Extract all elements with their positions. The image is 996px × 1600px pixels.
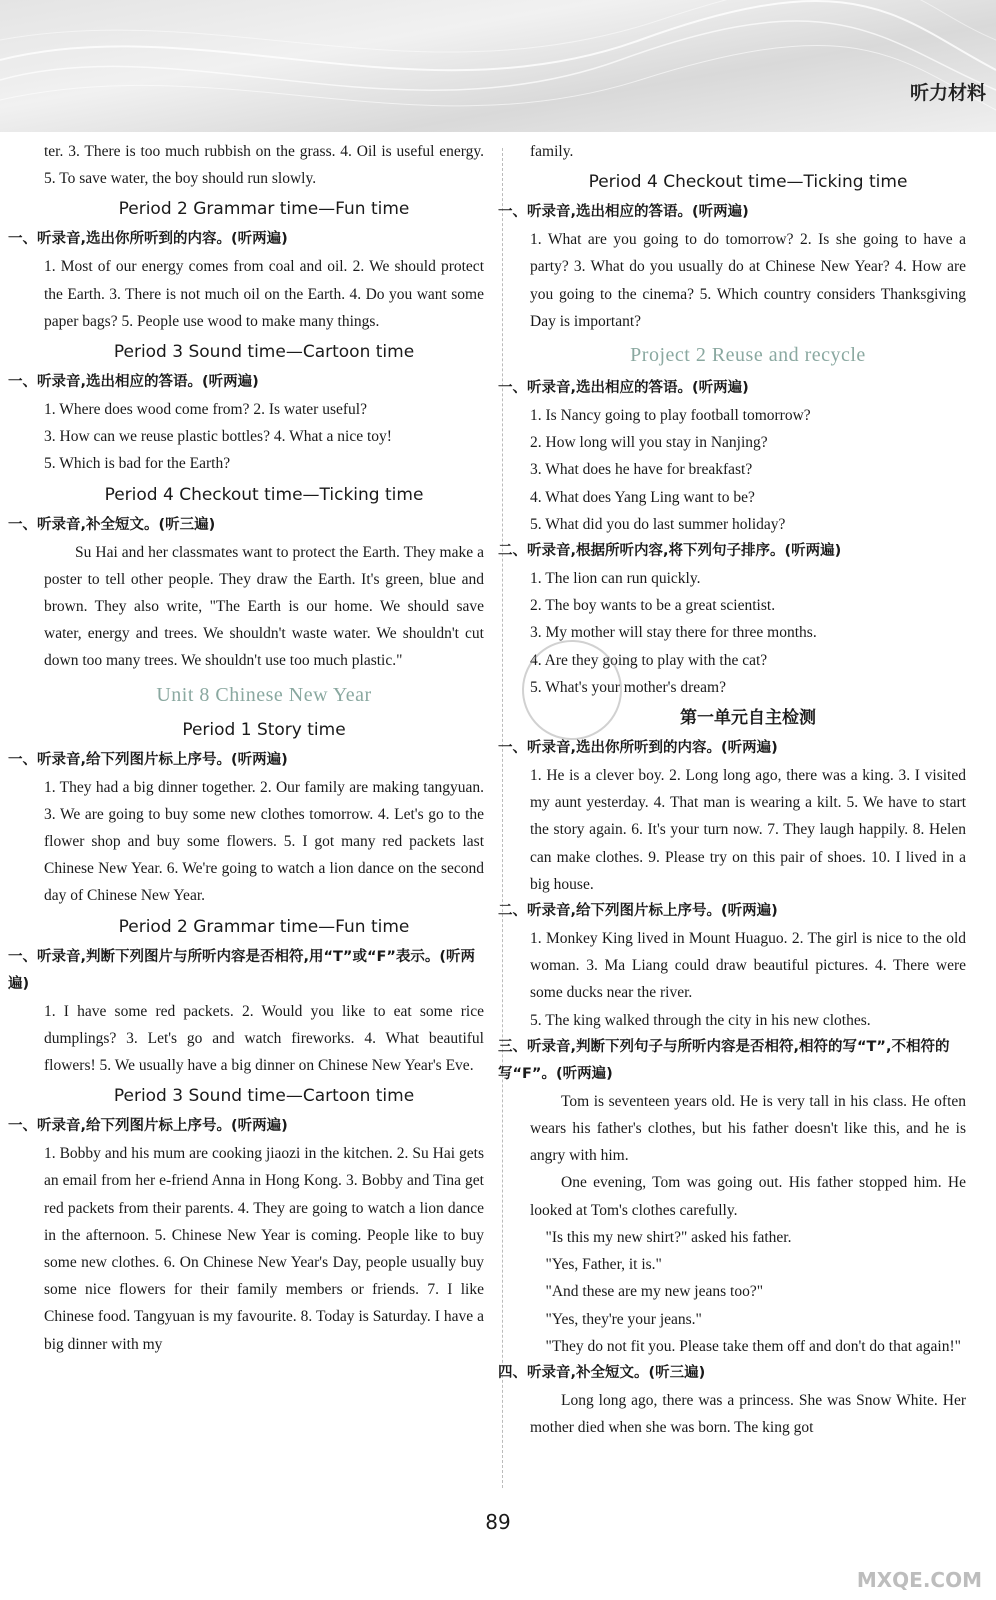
dialogue-line: "Yes, Father, it is."	[545, 1256, 662, 1274]
section-heading: 一、听录音,给下列图片标上序号。(听两遍)	[8, 1118, 288, 1135]
passage-text: Tom is seventeen years old. He is very tall in his class. He often wears his father's clothes, but his father doesn't like this, and he is angry with him.	[530, 1092, 966, 1165]
section-heading: 三、听录音,判断下列句子与所听内容是否相符,相符的写“T”,不相符的写“F”。(听两遍)	[498, 1038, 950, 1082]
project-title: Project 2 Reuse and recycle	[630, 344, 866, 367]
sentence-line: 5. What's your mother's dream?	[530, 678, 726, 696]
passage-text: One evening, Tom was going out. His father stopped him. He looked at Tom's clothes carefully.	[530, 1174, 966, 1219]
question-line: 3. What does he have for breakfast?	[530, 461, 753, 479]
intro-text: ter. 3. There is too much rubbish on the grass. 4. Oil is useful energy. 5. To save water, the boy should run slowly.	[44, 143, 484, 188]
transcript-text: 1. Bobby and his mum are cooking jiaozi in the kitchen. 2. Su Hai gets an email from her e-friend Anna in Hong Kong. 3. Bobby and Tina get red packets from their parents. 4. They are going to watch a lion dance in the afternoon. 5. Chinese New Year is coming. People like to buy some new clothes. 6. On Chinese New Year's Day, people usually buy some nice flowers for their family members or friends. 7. I like Chinese food. Tangyuan is my favourite. 8. Today is Saturday. I have a big dinner with my	[44, 1145, 484, 1353]
period-title: Period 4 Checkout time—Ticking time	[104, 484, 424, 505]
period-title: Period 3 Sound time—Cartoon time	[113, 1086, 415, 1107]
site-watermark: MXQE.COM	[856, 1568, 982, 1592]
section-heading: 一、听录音,给下列图片标上序号。(听两遍)	[8, 751, 288, 768]
sentence-line: 2. The boy wants to be a great scientist.	[530, 597, 776, 615]
page-number: 89	[485, 1510, 511, 1534]
question-line: 2. How long will you stay in Nanjing?	[530, 434, 768, 452]
left-column	[8, 138, 484, 1358]
period-title: Period 4 Checkout time—Ticking time	[588, 172, 908, 193]
transcript-text: 1. I have some red packets. 2. Would you like to eat some rice dumplings? 3. Let's go and watch fireworks. 4. What beautiful flowers! 5. We usually have a big dinner on Chinese New Year's Eve.	[44, 1002, 484, 1075]
sentence-line: 1. The lion can run quickly.	[530, 570, 701, 588]
period-title: Period 2 Grammar time—Fun time	[118, 916, 410, 937]
dialogue-line: "And these are my new jeans too?"	[545, 1283, 764, 1301]
sentence-line: 3. My mother will stay there for three months.	[530, 624, 817, 642]
transcript-line: 1. Where does wood come from? 2. Is water useful?	[44, 401, 367, 419]
section-heading: 一、听录音,选出你所听到的内容。(听两遍)	[8, 231, 288, 248]
passage-text: Su Hai and her classmates want to protect the Earth. They make a poster to tell other people. They draw the Earth. It's green, blue and brown. They also write, "The Earth is our home. We should save water, energy and trees. We shouldn't waste water. We shouldn't cut down too many trees. We shouldn't use too much plastic."	[44, 543, 484, 670]
period-title: Period 3 Sound time—Cartoon time	[113, 342, 415, 363]
section-heading: 一、听录音,选出相应的答语。(听两遍)	[498, 204, 749, 221]
period-title: Period 1 Story time	[182, 719, 346, 740]
transcript-text: 1. Monkey King lived in Mount Huaguo. 2. The girl is nice to the old woman. 3. Ma Liang could draw beautiful pictures. 4. There were some ducks near the river.	[530, 930, 966, 1002]
period-title: Period 2 Grammar time—Fun time	[118, 199, 410, 220]
section-heading: 一、听录音,选出你所听到的内容。(听两遍)	[498, 740, 778, 757]
page-header	[0, 0, 996, 132]
section-heading: 二、听录音,给下列图片标上序号。(听两遍)	[498, 903, 778, 920]
dialogue-line: "Is this my new shirt?" asked his father.	[545, 1228, 792, 1246]
question-line: 1. Is Nancy going to play football tomorrow?	[530, 407, 811, 425]
wave-decoration	[0, 0, 996, 132]
transcript-line: 5. The king walked through the city in his new clothes.	[530, 1011, 871, 1029]
right-column	[498, 138, 966, 1441]
transcript-text: 1. What are you going to do tomorrow? 2. Is she going to have a party? 3. What do you usually do at Chinese New Year? 4. How are you going to the cinema? 5. Which country considers Thanksgiving Day is important?	[530, 231, 966, 330]
section-heading: 二、听录音,根据所听内容,将下列句子排序。(听两遍)	[498, 543, 842, 560]
intro-text: family.	[530, 143, 574, 160]
passage-text: Long long ago, there was a princess. She was Snow White. Her mother died when she was born. The king got	[530, 1391, 966, 1437]
transcript-text: 1. Most of our energy comes from coal and oil. 2. We should protect the Earth. 3. There is not much oil on the Earth. 4. Do you want some paper bags? 5. People use wood to make many things.	[44, 258, 484, 330]
unit-title: Unit 8 Chinese New Year	[156, 683, 372, 706]
transcript-line: 3. How can we reuse plastic bottles? 4. What a nice toy!	[44, 428, 392, 446]
dialogue-line: "Yes, they're your jeans."	[545, 1310, 702, 1328]
column-divider	[502, 148, 503, 1488]
section-heading: 一、听录音,判断下列图片与所听内容是否相符,用“T”或“F”表示。(听两遍)	[8, 948, 476, 992]
section-heading: 一、听录音,选出相应的答语。(听两遍)	[8, 374, 259, 391]
section-heading: 一、听录音,补全短文。(听三遍)	[8, 516, 216, 533]
sentence-line: 4. Are they going to play with the cat?	[530, 651, 768, 669]
section-label: 听力材料	[909, 82, 986, 104]
question-line: 5. What did you do last summer holiday?	[530, 515, 786, 533]
test-title: 第一单元自主检测	[680, 708, 816, 729]
transcript-line: 5. Which is bad for the Earth?	[44, 455, 231, 473]
dialogue-line: "They do not fit you. Please take them off and don't do that again!"	[545, 1337, 961, 1355]
question-line: 4. What does Yang Ling want to be?	[530, 488, 755, 506]
transcript-text: 1. He is a clever boy. 2. Long long ago, there was a king. 3. I visited my aunt yesterday. 4. That man is wearing a kilt. 5. We have to start the story again. 6. It's your turn now. 7. They laugh happily. 8. Helen can make clothes. 9. Please try on this pair of shoes. 10. I lived in a big house.	[530, 767, 966, 893]
transcript-text: 1. They had a big dinner together. 2. Our family are making tangyuan. 3. We are going to buy some new clothes tomorrow. 4. Let's go to the flower shop and buy some flowers. 5. I got many red packets last Chinese New Year. 6. We're going to watch a lion dance on the second day of Chinese New Year.	[44, 778, 484, 905]
section-heading: 一、听录音,选出相应的答语。(听两遍)	[498, 380, 749, 397]
section-heading: 四、听录音,补全短文。(听三遍)	[498, 1364, 706, 1381]
